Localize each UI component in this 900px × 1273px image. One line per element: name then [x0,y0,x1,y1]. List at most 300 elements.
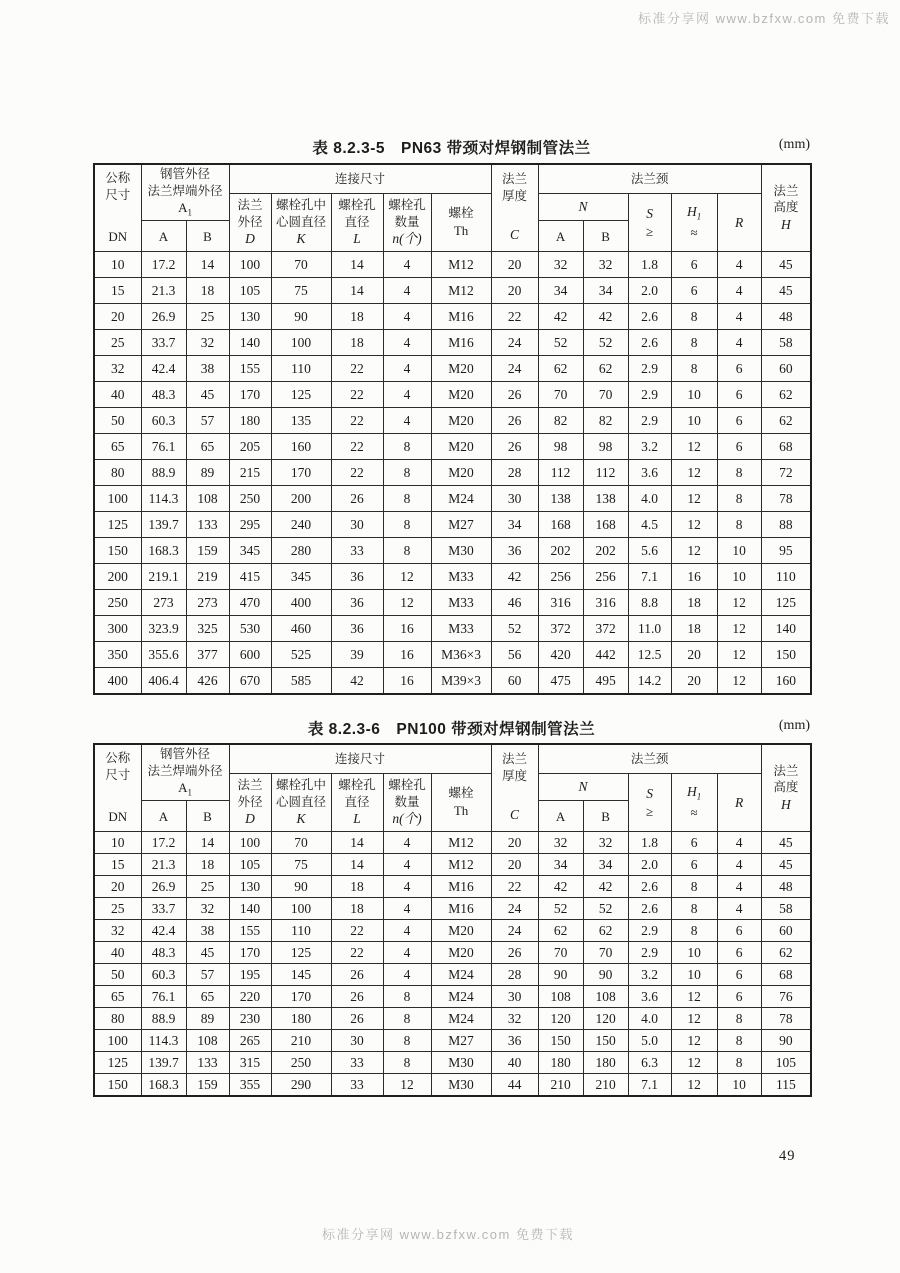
cell-dn: 40 [94,942,141,964]
cell-k: 200 [271,486,331,512]
cell-l: 30 [331,1030,383,1052]
cell-b: 65 [186,434,229,460]
cell-neck-a: 42 [538,304,583,330]
pn100-flange-table [93,743,812,1097]
cell-neck-b: 168 [583,512,628,538]
cell-k: 145 [271,964,331,986]
cell-h1: 10 [671,382,717,408]
cell-c: 34 [491,512,538,538]
cell-l: 14 [331,854,383,876]
cell-a: 48.3 [141,942,186,964]
table1-title: 表 8.2.3-5 PN63 带颈对焊钢制管法兰 [312,140,591,157]
cell-dn: 32 [94,356,141,382]
cell-d: 265 [229,1030,271,1052]
cell-n: 8 [383,986,431,1008]
cell-a: 26.9 [141,876,186,898]
cell-l: 22 [331,382,383,408]
cell-n: 8 [383,1008,431,1030]
table-row [94,642,811,668]
cell-b: 108 [186,486,229,512]
col-group-flange-neck: 法兰颈 [538,164,761,193]
table-row [94,1030,811,1052]
cell-c: 26 [491,408,538,434]
cell-dn: 150 [94,538,141,564]
cell-th: M24 [431,986,491,1008]
cell-l: 33 [331,1052,383,1074]
col-header-flange-thickness-c: 法兰 厚度 C [491,164,538,252]
table-row [94,668,811,694]
cell-h1: 12 [671,1030,717,1052]
cell-a: 355.6 [141,642,186,668]
table-row [94,564,811,590]
cell-k: 585 [271,668,331,694]
cell-a: 323.9 [141,616,186,642]
col-header-flange-od-d: 法兰 外径 D [229,193,271,252]
cell-b: 57 [186,964,229,986]
col-header-pipe-od-a1: 钢管外径 法兰焊端外径 $A_1$ [141,744,229,801]
table-row [94,832,811,854]
cell-d: 295 [229,512,271,538]
cell-dn: 400 [94,668,141,694]
cell-k: 70 [271,252,331,278]
cell-k: 75 [271,854,331,876]
cell-h1: 12 [671,986,717,1008]
cell-k: 75 [271,278,331,304]
cell-d: 600 [229,642,271,668]
cell-r: 6 [717,356,761,382]
cell-c: 24 [491,356,538,382]
cell-th: M12 [431,252,491,278]
table-row [94,854,811,876]
cell-b: 219 [186,564,229,590]
cell-n: 8 [383,512,431,538]
cell-r: 8 [717,1052,761,1074]
cell-c: 40 [491,1052,538,1074]
col-header-a: A [141,801,186,832]
cell-c: 60 [491,668,538,694]
watermark-top: 标准分享网 www.bzfxw.com 免费下载 [638,11,890,26]
cell-h: 60 [761,920,811,942]
cell-h: 78 [761,1008,811,1030]
page-number: 49 [779,1148,796,1164]
cell-b: 377 [186,642,229,668]
cell-c: 52 [491,616,538,642]
cell-a: 114.3 [141,1030,186,1052]
table2-title: 表 8.2.3-6 PN100 带颈对焊钢制管法兰 [307,721,596,738]
cell-d: 250 [229,486,271,512]
cell-s: 11.0 [628,616,671,642]
cell-k: 125 [271,942,331,964]
cell-b: 14 [186,832,229,854]
cell-th: M16 [431,304,491,330]
cell-h: 125 [761,590,811,616]
col-header-nominal-size: 公称 尺寸 DN [94,744,141,832]
cell-c: 28 [491,460,538,486]
cell-r: 6 [717,434,761,460]
cell-neck-b: 495 [583,668,628,694]
cell-c: 28 [491,964,538,986]
cell-k: 70 [271,832,331,854]
cell-dn: 10 [94,252,141,278]
table-row [94,876,811,898]
cell-b: 25 [186,876,229,898]
cell-n: 8 [383,538,431,564]
cell-h: 78 [761,486,811,512]
cell-n: 4 [383,382,431,408]
cell-l: 30 [331,512,383,538]
cell-s: 6.3 [628,1052,671,1074]
cell-neck-b: 52 [583,898,628,920]
cell-s: 5.0 [628,1030,671,1052]
cell-s: 5.6 [628,538,671,564]
cell-th: M20 [431,920,491,942]
cell-d: 530 [229,616,271,642]
cell-r: 12 [717,642,761,668]
cell-neck-b: 34 [583,854,628,876]
cell-th: M27 [431,1030,491,1052]
col-header-a: A [141,221,186,252]
cell-d: 105 [229,278,271,304]
cell-th: M16 [431,330,491,356]
table-row [94,252,811,278]
cell-l: 18 [331,898,383,920]
cell-h: 58 [761,330,811,356]
cell-h: 48 [761,304,811,330]
cell-h1: 12 [671,1074,717,1096]
cell-h1: 10 [671,964,717,986]
cell-neck-a: 256 [538,564,583,590]
cell-k: 525 [271,642,331,668]
col-header-b: B [186,221,229,252]
cell-n: 4 [383,356,431,382]
cell-dn: 65 [94,434,141,460]
table-row [94,330,811,356]
cell-dn: 20 [94,876,141,898]
table-row [94,538,811,564]
cell-l: 26 [331,486,383,512]
cell-neck-a: 138 [538,486,583,512]
cell-l: 14 [331,832,383,854]
cell-a: 60.3 [141,964,186,986]
cell-neck-b: 316 [583,590,628,616]
cell-dn: 100 [94,1030,141,1052]
cell-r: 10 [717,538,761,564]
cell-l: 36 [331,590,383,616]
col-header-bolt-hole-dia-l: 螺栓孔 直径 L [331,193,383,252]
cell-n: 16 [383,616,431,642]
cell-a: 114.3 [141,486,186,512]
cell-a: 48.3 [141,382,186,408]
table1-title-row [93,133,810,163]
col-header-neck-b: B [583,221,628,252]
cell-d: 345 [229,538,271,564]
cell-neck-b: 120 [583,1008,628,1030]
cell-c: 32 [491,1008,538,1030]
cell-n: 16 [383,642,431,668]
cell-h1: 12 [671,512,717,538]
cell-r: 6 [717,920,761,942]
cell-c: 20 [491,854,538,876]
cell-c: 30 [491,986,538,1008]
table-row [94,1074,811,1096]
cell-s: 2.9 [628,408,671,434]
cell-b: 65 [186,986,229,1008]
cell-th: M33 [431,564,491,590]
cell-d: 470 [229,590,271,616]
cell-r: 4 [717,876,761,898]
cell-h1: 12 [671,486,717,512]
cell-dn: 200 [94,564,141,590]
cell-c: 44 [491,1074,538,1096]
cell-l: 22 [331,356,383,382]
cell-th: M33 [431,590,491,616]
col-header-neck-h1: $H_1$ ≈ [671,773,717,832]
cell-n: 4 [383,920,431,942]
cell-neck-b: 34 [583,278,628,304]
cell-c: 42 [491,564,538,590]
cell-h: 72 [761,460,811,486]
cell-d: 105 [229,854,271,876]
cell-neck-b: 180 [583,1052,628,1074]
cell-b: 14 [186,252,229,278]
cell-r: 6 [717,986,761,1008]
cell-b: 45 [186,942,229,964]
col-header-neck-a: A [538,221,583,252]
cell-k: 460 [271,616,331,642]
cell-k: 180 [271,1008,331,1030]
cell-d: 215 [229,460,271,486]
cell-s: 2.6 [628,876,671,898]
cell-k: 90 [271,304,331,330]
cell-neck-a: 70 [538,942,583,964]
cell-s: 7.1 [628,1074,671,1096]
cell-th: M36×3 [431,642,491,668]
cell-s: 2.9 [628,382,671,408]
cell-dn: 80 [94,460,141,486]
cell-l: 18 [331,330,383,356]
cell-neck-b: 42 [583,876,628,898]
cell-s: 2.0 [628,278,671,304]
cell-c: 22 [491,304,538,330]
cell-r: 8 [717,486,761,512]
cell-dn: 10 [94,832,141,854]
cell-l: 26 [331,986,383,1008]
cell-dn: 125 [94,512,141,538]
cell-dn: 80 [94,1008,141,1030]
cell-l: 36 [331,616,383,642]
table1-unit-label: (mm) [778,137,810,152]
cell-h1: 8 [671,876,717,898]
cell-k: 345 [271,564,331,590]
cell-s: 2.9 [628,942,671,964]
cell-h1: 8 [671,330,717,356]
cell-d: 140 [229,898,271,920]
cell-r: 6 [717,408,761,434]
cell-n: 4 [383,942,431,964]
cell-s: 3.2 [628,964,671,986]
cell-d: 155 [229,920,271,942]
cell-k: 280 [271,538,331,564]
cell-d: 140 [229,330,271,356]
table-row [94,590,811,616]
col-header-neck-r: R [717,193,761,252]
cell-n: 8 [383,486,431,512]
cell-a: 42.4 [141,920,186,942]
cell-dn: 32 [94,920,141,942]
cell-neck-a: 32 [538,832,583,854]
table-row [94,942,811,964]
cell-r: 8 [717,1008,761,1030]
cell-h1: 12 [671,434,717,460]
cell-n: 8 [383,434,431,460]
pn63-flange-table [93,163,812,695]
cell-c: 20 [491,252,538,278]
cell-n: 4 [383,964,431,986]
table-row [94,986,811,1008]
cell-l: 33 [331,1074,383,1096]
col-group-connection-dimensions: 连接尺寸 [229,744,491,773]
cell-k: 240 [271,512,331,538]
cell-neck-a: 180 [538,1052,583,1074]
cell-s: 2.9 [628,356,671,382]
col-header-bolt-circle-k: 螺栓孔中 心圆直径 K [271,773,331,832]
cell-dn: 25 [94,330,141,356]
cell-n: 12 [383,590,431,616]
cell-neck-b: 82 [583,408,628,434]
cell-r: 8 [717,460,761,486]
cell-d: 355 [229,1074,271,1096]
cell-neck-b: 98 [583,434,628,460]
cell-l: 42 [331,668,383,694]
col-header-flange-thickness-c: 法兰 厚度 C [491,744,538,832]
cell-neck-b: 70 [583,382,628,408]
cell-c: 36 [491,1030,538,1052]
cell-d: 670 [229,668,271,694]
cell-b: 32 [186,898,229,920]
cell-k: 290 [271,1074,331,1096]
cell-c: 36 [491,538,538,564]
cell-dn: 25 [94,898,141,920]
cell-l: 18 [331,876,383,898]
cell-a: 60.3 [141,408,186,434]
cell-th: M24 [431,486,491,512]
cell-h1: 20 [671,668,717,694]
cell-h1: 8 [671,356,717,382]
cell-r: 4 [717,252,761,278]
cell-r: 4 [717,898,761,920]
cell-h: 90 [761,1030,811,1052]
cell-neck-a: 62 [538,356,583,382]
cell-s: 3.6 [628,460,671,486]
table-row [94,408,811,434]
cell-l: 26 [331,1008,383,1030]
cell-a: 21.3 [141,854,186,876]
cell-n: 8 [383,1030,431,1052]
cell-s: 2.6 [628,330,671,356]
cell-k: 125 [271,382,331,408]
cell-r: 12 [717,616,761,642]
cell-th: M30 [431,538,491,564]
cell-k: 135 [271,408,331,434]
cell-d: 220 [229,986,271,1008]
cell-d: 315 [229,1052,271,1074]
cell-neck-a: 420 [538,642,583,668]
cell-th: M12 [431,854,491,876]
cell-h1: 8 [671,920,717,942]
cell-h: 105 [761,1052,811,1074]
table-row [94,1008,811,1030]
col-group-flange-neck: 法兰颈 [538,744,761,773]
cell-d: 170 [229,382,271,408]
cell-k: 210 [271,1030,331,1052]
cell-neck-a: 210 [538,1074,583,1096]
cell-h1: 6 [671,854,717,876]
cell-h1: 6 [671,252,717,278]
cell-s: 4.0 [628,486,671,512]
cell-h: 62 [761,382,811,408]
cell-neck-a: 34 [538,278,583,304]
cell-th: M20 [431,408,491,434]
cell-dn: 40 [94,382,141,408]
cell-a: 76.1 [141,434,186,460]
table-row [94,616,811,642]
cell-s: 14.2 [628,668,671,694]
cell-a: 88.9 [141,460,186,486]
cell-h: 62 [761,408,811,434]
cell-l: 36 [331,564,383,590]
cell-d: 415 [229,564,271,590]
col-header-neck-h1: $H_1$ ≈ [671,193,717,252]
table-row [94,964,811,986]
cell-neck-b: 62 [583,356,628,382]
col-header-bolt-th: 螺栓 Th [431,773,491,832]
cell-s: 2.6 [628,898,671,920]
cell-th: M20 [431,356,491,382]
cell-l: 22 [331,434,383,460]
cell-neck-a: 202 [538,538,583,564]
cell-th: M16 [431,898,491,920]
cell-neck-a: 98 [538,434,583,460]
cell-s: 1.8 [628,252,671,278]
cell-th: M16 [431,876,491,898]
cell-h: 60 [761,356,811,382]
cell-c: 24 [491,920,538,942]
col-header-b: B [186,801,229,832]
cell-neck-a: 52 [538,898,583,920]
cell-c: 24 [491,898,538,920]
cell-neck-a: 70 [538,382,583,408]
cell-r: 12 [717,668,761,694]
cell-a: 273 [141,590,186,616]
cell-h1: 8 [671,898,717,920]
cell-a: 406.4 [141,668,186,694]
cell-h1: 12 [671,1008,717,1030]
cell-k: 100 [271,898,331,920]
cell-c: 56 [491,642,538,668]
cell-s: 2.0 [628,854,671,876]
cell-k: 400 [271,590,331,616]
cell-a: 139.7 [141,512,186,538]
table-section-pn63 [93,133,810,695]
cell-a: 168.3 [141,1074,186,1096]
cell-b: 108 [186,1030,229,1052]
cell-h: 140 [761,616,811,642]
cell-c: 46 [491,590,538,616]
cell-r: 12 [717,590,761,616]
cell-th: M20 [431,942,491,964]
cell-a: 17.2 [141,832,186,854]
col-header-bolt-hole-qty-n: 螺栓孔 数量 n(个) [383,193,431,252]
